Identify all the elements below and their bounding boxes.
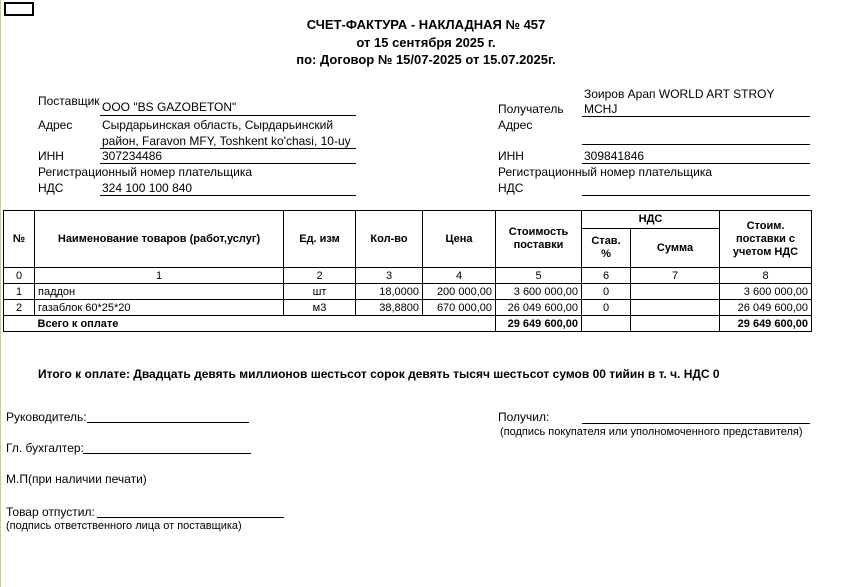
supplier-inn-label: ИНН xyxy=(38,149,64,163)
supplier-label: Поставщик xyxy=(38,94,100,108)
supplier-inn: 307234486 xyxy=(102,149,163,163)
row-unit: м3 xyxy=(284,300,356,316)
row-name: газаблок 60*25*20 xyxy=(35,300,284,316)
row-cost: 3 600 000,00 xyxy=(496,284,582,300)
recipient-nds-label: НДС xyxy=(498,181,524,195)
table-row xyxy=(4,300,812,316)
invoice-table xyxy=(3,210,812,332)
released-label: Товар отпустил: xyxy=(6,505,95,519)
row-rate: 0 xyxy=(582,284,631,300)
received-sign-line xyxy=(582,423,810,424)
index-cell: 1 xyxy=(35,268,284,284)
row-total: 26 049 600,00 xyxy=(720,300,812,316)
invoice-date: от 15 сентября 2025 г. xyxy=(356,35,496,50)
recipient-name-line xyxy=(582,116,810,117)
recipient-name-line1: Зоиров Арап WORLD ART STROY xyxy=(584,87,775,101)
supplier-nds-line xyxy=(100,195,356,196)
index-cell: 0 xyxy=(4,268,35,284)
row-total: 3 600 000,00 xyxy=(720,284,812,300)
table-index-row xyxy=(4,268,812,284)
recipient-address-label: Адрес xyxy=(498,118,533,132)
index-cell: 7 xyxy=(631,268,720,284)
index-cell: 5 xyxy=(496,268,582,284)
table-header-row xyxy=(4,211,812,229)
index-cell: 2 xyxy=(284,268,356,284)
released-sign-line xyxy=(97,517,284,518)
supplier-name-line xyxy=(100,115,356,116)
recipient-inn-line xyxy=(582,163,810,164)
row-name: паддон xyxy=(35,284,284,300)
accountant-label: Гл. бухгалтер: xyxy=(6,441,84,455)
total-sum-cell xyxy=(631,316,720,332)
row-price: 670 000,00 xyxy=(423,300,496,316)
accountant-sign-line xyxy=(83,453,251,454)
header-cost: Стоимость поставки xyxy=(496,211,582,268)
index-cell: 8 xyxy=(720,268,812,284)
invoice-title: СЧЕТ-ФАКТУРА - НАКЛАДНАЯ № 457 xyxy=(306,17,546,32)
table-row xyxy=(4,284,812,300)
supplier-address-label: Адрес xyxy=(38,118,73,132)
supplier-nds-label: НДС xyxy=(38,181,64,195)
row-sum xyxy=(631,284,720,300)
row-cost: 26 049 600,00 xyxy=(496,300,582,316)
recipient-reg-label: Регистрационный номер плательщика xyxy=(498,165,713,179)
supplier-nds: 324 100 100 840 xyxy=(102,181,193,195)
received-note: (подпись покупателя или уполномоченного представителя) xyxy=(500,426,803,438)
recipient-address-line xyxy=(582,144,810,145)
recipient-name-line2: MCHJ xyxy=(584,102,618,116)
index-cell: 4 xyxy=(423,268,496,284)
recipient-label: Получатель xyxy=(498,102,564,116)
row-unit: шт xyxy=(284,284,356,300)
index-cell: 6 xyxy=(582,268,631,284)
stamp-label: М.П(при наличии печати) xyxy=(6,472,147,486)
header-nds: НДС xyxy=(582,211,720,229)
invoice-contract: по: Договор № 15/07-2025 от 15.07.2025г. xyxy=(296,52,556,67)
row-num: 1 xyxy=(4,284,35,300)
table-total-row xyxy=(4,316,812,332)
recipient-inn: 309841846 xyxy=(584,149,645,163)
row-qty: 38,8800 xyxy=(356,300,423,316)
supplier-name: ООО "BS GAZOBETON" xyxy=(102,100,237,114)
header-qty: Кол-во xyxy=(356,211,423,268)
recipient-nds-line xyxy=(582,195,810,196)
row-rate: 0 xyxy=(582,300,631,316)
row-price: 200 000,00 xyxy=(423,284,496,300)
supplier-address-line2: район, Faravon MFY, Toshkent ko'chasi, 10-uy xyxy=(102,134,351,148)
row-num: 2 xyxy=(4,300,35,316)
header-unit: Ед. изм xyxy=(284,211,356,268)
total-rate-cell xyxy=(582,316,631,332)
supplier-address-line1: Сырдарьинская область, Сырдарьинский xyxy=(102,118,334,132)
received-label: Получил: xyxy=(498,410,550,424)
supplier-reg-label: Регистрационный номер плательщика xyxy=(38,165,253,179)
director-label: Руководитель: xyxy=(6,410,87,424)
header-sum: Сумма xyxy=(631,229,720,268)
header-rate: Став. % xyxy=(582,229,631,268)
sheet-edge xyxy=(0,0,1,587)
total-label: Всего к оплате xyxy=(35,316,496,332)
row-qty: 18,0000 xyxy=(356,284,423,300)
selected-cell[interactable] xyxy=(4,2,34,16)
payment-summary: Итого к оплате: Двадцать девять миллионов шестьсот сорок девять тысяч шестьсот сумов 00 тийин в т. ч. НДС 0 xyxy=(38,367,720,381)
header-price: Цена xyxy=(423,211,496,268)
recipient-inn-label: ИНН xyxy=(498,149,524,163)
total-cost: 29 649 600,00 xyxy=(496,316,582,332)
released-note: (подпись ответственного лица от поставщика) xyxy=(6,520,242,532)
header-total: Стоим. поставки с учетом НДС xyxy=(720,211,812,268)
total-with-nds: 29 649 600,00 xyxy=(720,316,812,332)
supplier-inn-line xyxy=(100,163,356,164)
total-num-cell xyxy=(4,316,35,332)
index-cell: 3 xyxy=(356,268,423,284)
row-sum xyxy=(631,300,720,316)
header-num: № xyxy=(4,211,35,268)
director-sign-line xyxy=(87,422,249,423)
header-name: Наименование товаров (работ,услуг) xyxy=(35,211,284,268)
